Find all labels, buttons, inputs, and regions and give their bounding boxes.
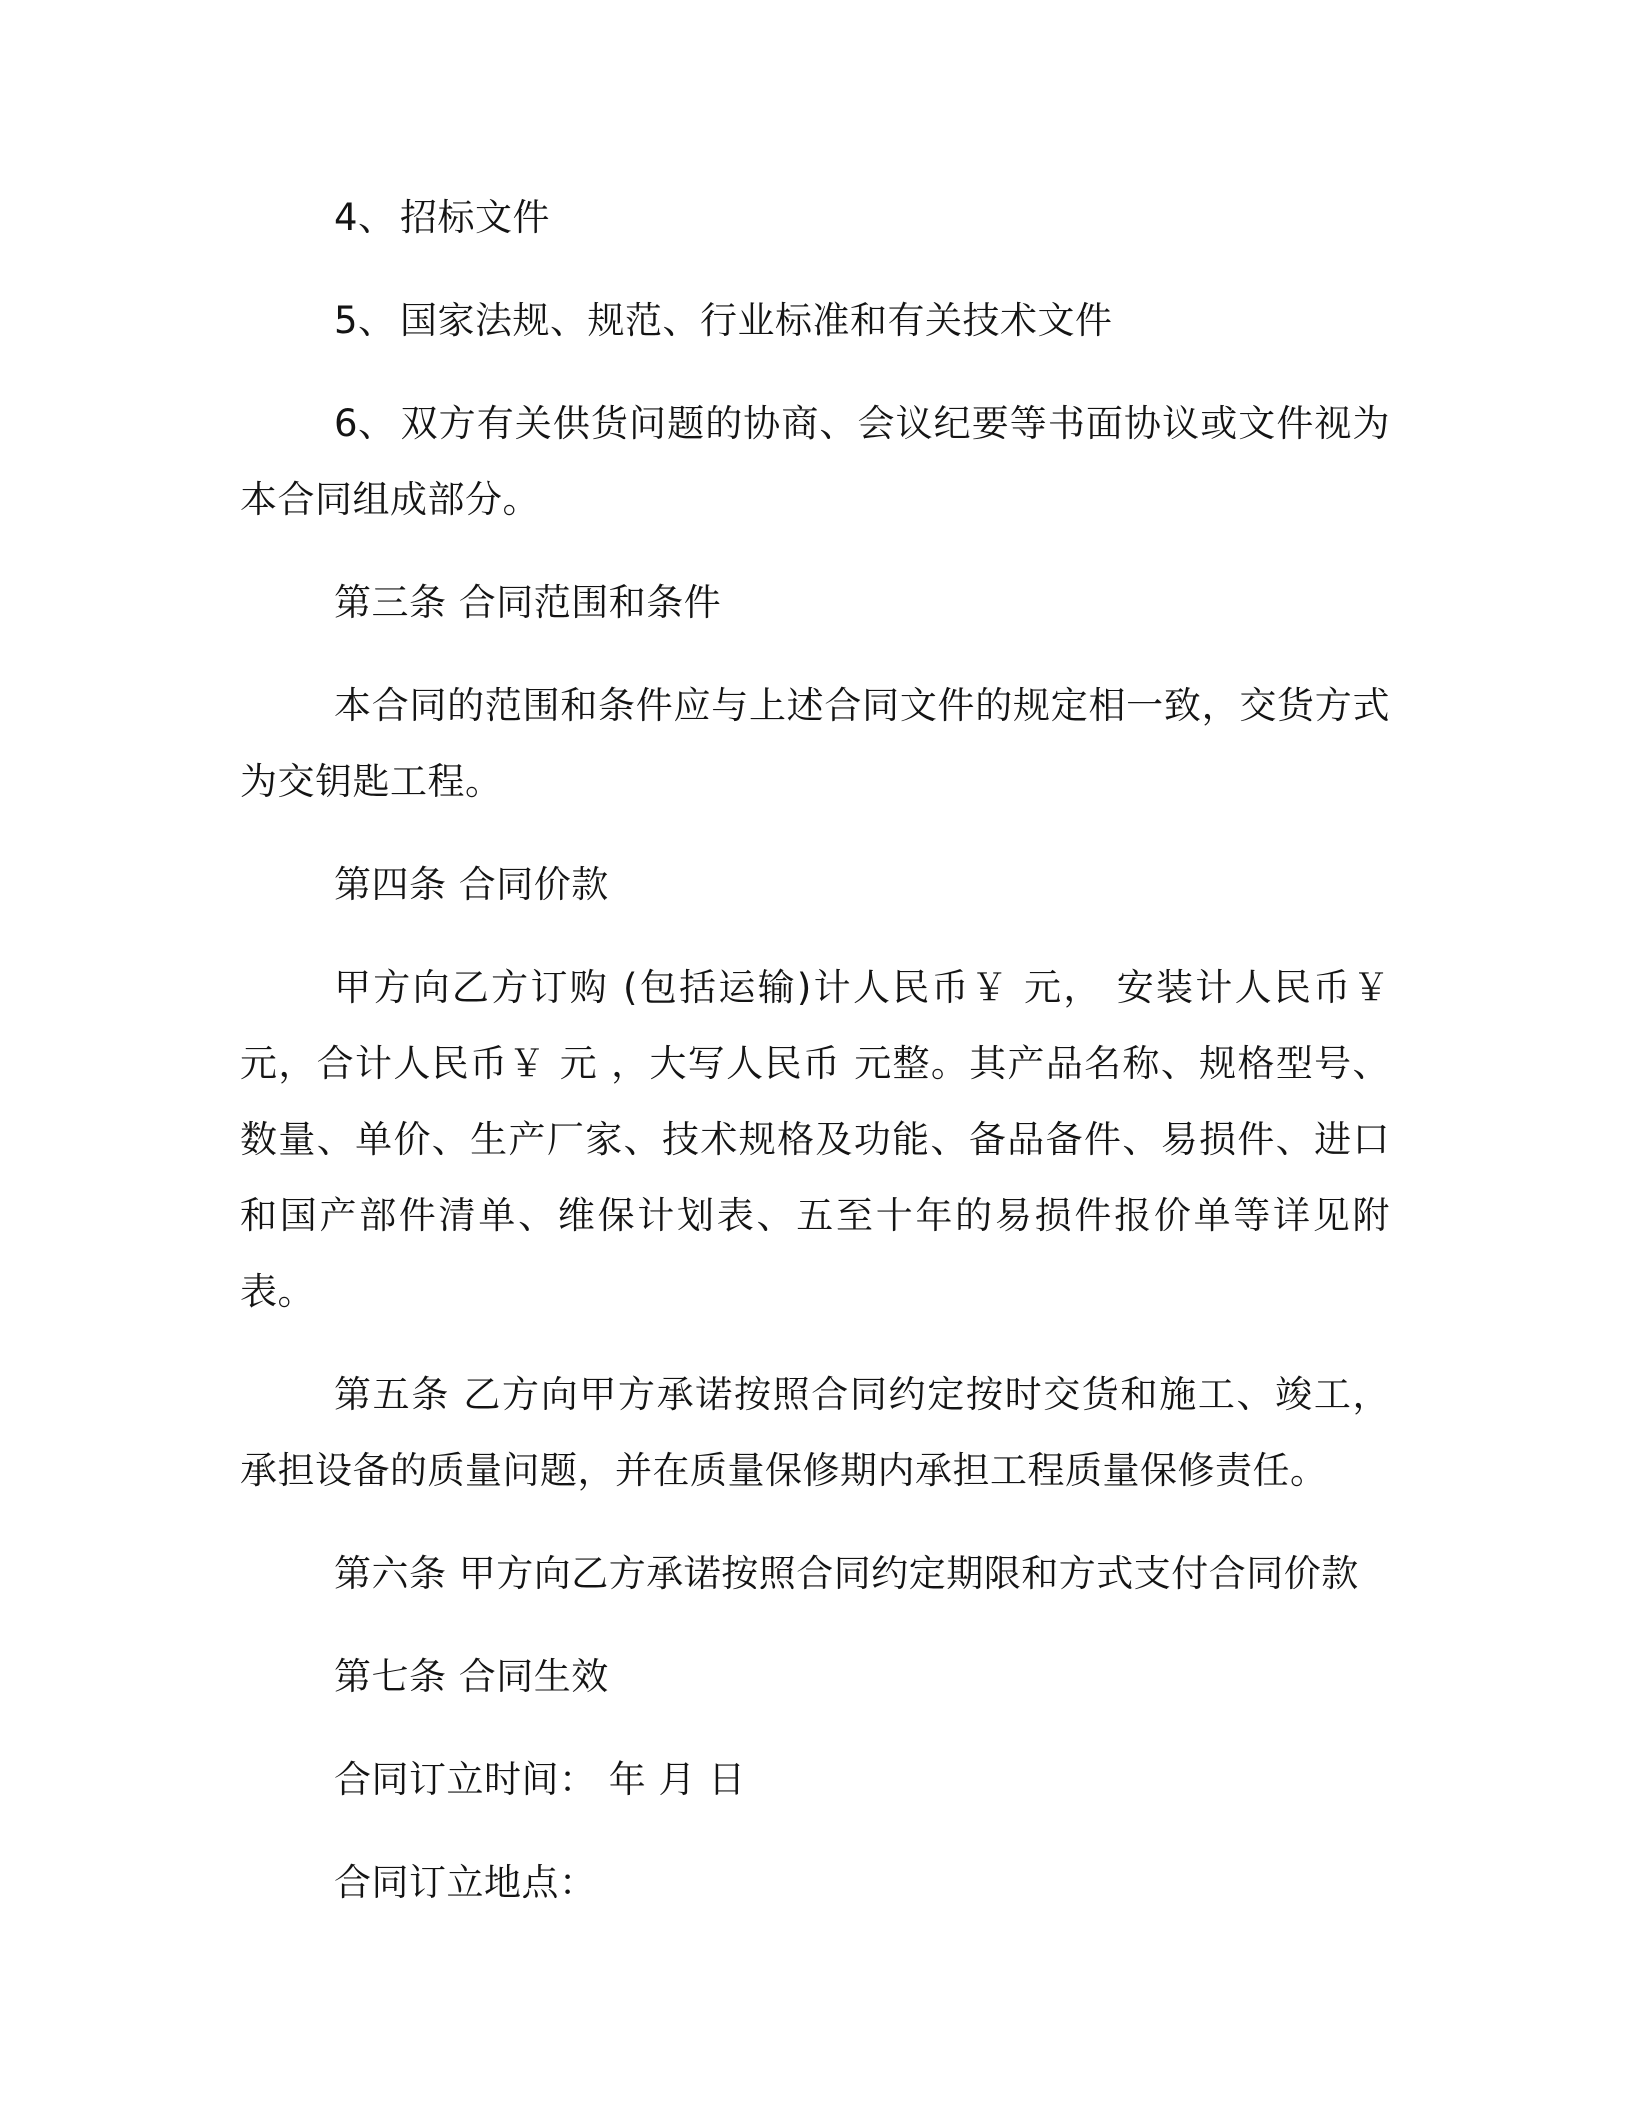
list-item-4	[240, 180, 1390, 256]
signing-time: 合同订立时间： 年 月 日	[334, 1758, 746, 1801]
article-7-heading: 第七条 合同生效	[334, 1655, 609, 1698]
article-3-body: 本合同的范围和条件应与上述合同文件的规定相一致，交货方式为交钥匙工程。	[240, 684, 1390, 803]
article-5-body: 第五条 乙方向甲方承诺按照合同约定按时交货和施工、竣工，承担设备的质量问题，并在质量保修期内承担工程质量保修责任。	[240, 1373, 1390, 1492]
list-item-6	[240, 386, 1390, 538]
list-text: 招标文件	[400, 196, 550, 239]
article-3-heading: 第三条 合同范围和条件	[334, 581, 722, 624]
signing-place: 合同订立地点：	[334, 1861, 597, 1904]
list-text: 双方有关供货问题的协商、会议纪要等书面协议或文件视为本合同组成部分。	[240, 402, 1390, 521]
contract-text	[240, 180, 1390, 1948]
list-item-5	[240, 283, 1390, 359]
list-number: 5、	[334, 299, 396, 342]
article-4-heading: 第四条 合同价款	[334, 863, 609, 906]
list-number: 4、	[334, 196, 396, 239]
list-number: 6、	[334, 402, 396, 445]
article-6-body: 第六条 甲方向乙方承诺按照合同约定期限和方式支付合同价款	[334, 1552, 1359, 1595]
list-text: 国家法规、规范、行业标准和有关技术文件	[400, 299, 1113, 342]
article-4-body: 甲方向乙方订购 (包括运输)计人民币￥ 元， 安装计人民币￥ 元，合计人民币￥ 元 ，大写人民币 元整。其产品名称、规格型号、数量、单价、生产厂家、技术规格及功能、备品备件、易损件、进口和国产部件清单、维保计划表、五至十年的易损件报价单等详见附表。	[240, 966, 1390, 1313]
